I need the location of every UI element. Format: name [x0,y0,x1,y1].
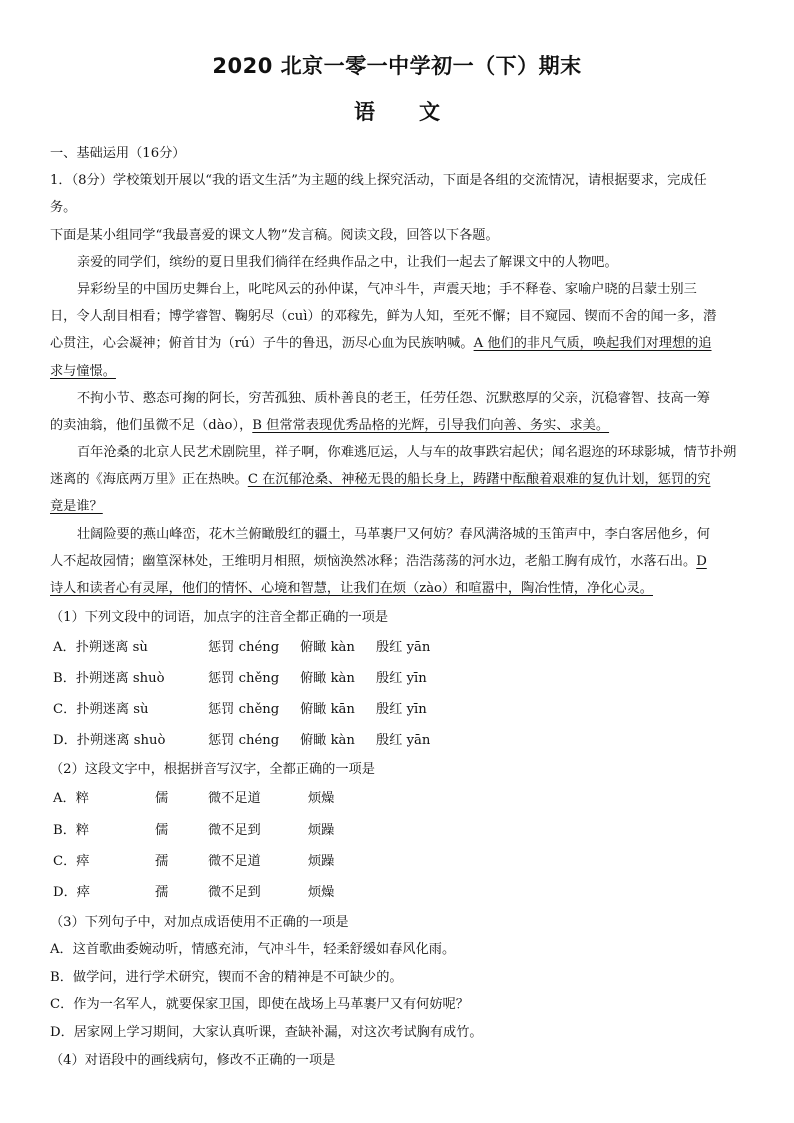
subquestion-4-stem: （4）对语段中的画线病句，修改不正确的一项是 [50,1052,336,1068]
passage-paragraph-1: 亲爱的同学们，缤纷的夏日里我们徜徉在经典作品之中，让我们一起去了解课文中的人物吧。 [77,254,618,270]
option-word: D．扑朔迷离 shuò [53,732,166,748]
option-word: 惩罚 chéng [208,639,280,655]
option-word: C．扑朔迷离 sù [53,701,149,717]
subject-heading [0,96,794,126]
passage-paragraph-4-line-1: 百年沧桑的北京人民艺术剧院里，祥子啊，你难逃厄运，人与车的故事跌宕起伏；闻名遐迩的环球影城，情节扑朔 [77,445,737,461]
underlined-sentence-c-end: 竟是谁？ [50,499,103,515]
option-sentence: C．作为一名军人，就要保家卫国，即使在战场上马革裹尸又有何妨呢？ [50,997,469,1013]
option-sentence: D．居家网上学习期间，大家认真听课，查缺补漏，对这次考试胸有成竹。 [50,1024,483,1040]
underlined-sentence-a-end: 求与憧憬。 [50,363,116,379]
option-char: 烦躁 [308,853,335,869]
option-char: C．瘁 [53,853,90,869]
passage-text: 的卖油翁，他们虽微不足（dào）， [50,417,253,433]
option-row [50,877,758,908]
option-row [50,663,758,694]
passage-paragraph-2-line-1: 异彩纷呈的中国历史舞台上，叱咤风云的孙仲谋，气冲斗牛，声震天地；手不释卷、家喻户晓的吕蒙士别三 [77,281,697,297]
subquestion-2-stem: （2）这段文字中，根据拼音写汉字，全都正确的一项是 [50,761,375,777]
passage-paragraph-3-line-2 [50,412,758,439]
option-row [50,694,758,725]
option-char: 儒 [155,822,169,838]
passage-paragraph-5-line-1: 壮阔险要的燕山峰峦，花木兰俯瞰殷红的疆土，马革裹尸又何妨？春风满洛城的玉笛声中，李白客居他乡，何 [77,526,710,542]
passage-text: 迷离的《海底两万里》正在热映。 [50,472,248,488]
passage-paragraph-2-line-2: 日，令人刮目相看；博学睿智、鞠躬尽（cuì）的邓稼先，鲜为人知，至死不懈；目不窥园、锲而不舍的闻一多，潜 [50,309,717,325]
passage-paragraph-2-line-4 [50,358,758,385]
subquestion-1-stem: （1）下列文段中的词语，加点字的注音全都正确的一项是 [50,610,389,626]
subject-char-2: 文 [419,100,440,124]
passage-paragraph-2-line-3 [50,330,758,357]
option-row [50,783,758,814]
underlined-sentence-b: B 但常常表现优秀品格的光辉，引导我们向善、务实、求美。 [252,417,610,433]
section-heading: 一、基础运用（16分） [50,146,186,161]
subject-char-1: 语 [354,100,375,124]
passage-paragraph-4-line-3 [50,493,758,520]
option-char: 孺 [155,885,169,901]
option-word: 惩罚 chěng [208,670,280,686]
option-sentence: B．做学问，进行学术研究，锲而不舍的精神是不可缺少的。 [50,969,403,985]
exam-title: 2020 北京一零一中学初一（下）期末 [212,54,582,78]
option-char: D．瘁 [53,885,90,901]
option-char: 儒 [155,791,169,807]
underlined-sentence-d-end: 诗人和读者心有灵犀，他们的情怀、心境和智慧，让我们在烦（zào）和喧嚣中，陶冶性情，净化心灵。 [50,581,653,596]
passage-paragraph-3-line-1: 不拘小节、憨态可掬的阿长，穷苦孤独、质朴善良的老王，任劳任怨、沉默憨厚的父亲，沉稳睿智、技高一筹 [77,390,710,406]
option-word: A．扑朔迷离 sù [53,639,148,655]
option-word: 俯瞰 kān [300,701,355,717]
underlined-sentence-c: C 在沉郁沧桑、神秘无畏的船长身上，踌躇中酝酿着艰难的复仇计划，惩罚的究 [247,472,711,488]
option-char: B．粹 [53,822,90,838]
option-row [50,725,758,756]
option-word: B．扑朔迷离 shuò [53,670,165,686]
option-word: 俯瞰 kàn [300,639,355,655]
option-char: 微不足到 [208,822,261,838]
option-sentence: A．这首歌曲委婉动听，情感充沛，气冲斗牛，轻柔舒缓如春风化雨。 [50,942,456,958]
underlined-sentence-d: D [696,553,707,569]
reading-intro: 下面是某小组同学“我最喜爱的课文人物”发言稿。阅读文段，回答以下各题。 [50,227,499,243]
option-char: 烦躁 [308,822,335,838]
option-char: 烦燥 [308,885,335,901]
option-word: 惩罚 chěng [208,701,280,717]
option-word: 殷红 yān [376,639,431,655]
question-1-line-2: 务。 [50,200,77,216]
passage-text: 人不起故园情；幽篁深林处，王维明月相照，烦恼涣然冰释；浩浩荡荡的河水边，老船工胸有成竹，水落石出。 [50,553,697,569]
option-row [50,632,758,663]
passage-paragraph-4-line-2 [50,466,758,493]
option-word: 俯瞰 kàn [300,732,355,748]
option-char: 微不足道 [208,791,261,807]
passage-paragraph-5-line-3 [50,575,758,602]
subquestion-3-stem: （3）下列句子中，对加点成语使用不正确的一项是 [50,914,349,930]
option-char: 烦燥 [308,791,335,807]
option-word: 殷红 yīn [376,670,427,686]
option-char: A．粹 [53,791,89,807]
exam-body [50,140,758,1074]
question-1-line-1: 1．（8分）学校策划开展以“我的语文生活”为主题的线上探究活动，下面是各组的交流情况，请根据要求，完成任 [50,173,707,189]
option-char: 孺 [155,853,169,869]
option-word: 俯瞰 kàn [300,670,355,686]
option-word: 殷红 yān [376,732,431,748]
option-word: 惩罚 chéng [208,732,280,748]
underlined-sentence-a: A 他们的非凡气质，唤起我们对理想的追 [473,336,712,352]
option-char: 微不足道 [208,853,261,869]
passage-text: 心贯注，心会凝神；俯首甘为（rú）子牛的鲁迅，沥尽心血为民族呐喊。 [50,336,474,352]
option-char: 微不足到 [208,885,261,901]
option-row [50,815,758,846]
option-row [50,846,758,877]
option-word: 殷红 yīn [376,701,427,717]
passage-paragraph-5-line-2 [50,548,758,575]
